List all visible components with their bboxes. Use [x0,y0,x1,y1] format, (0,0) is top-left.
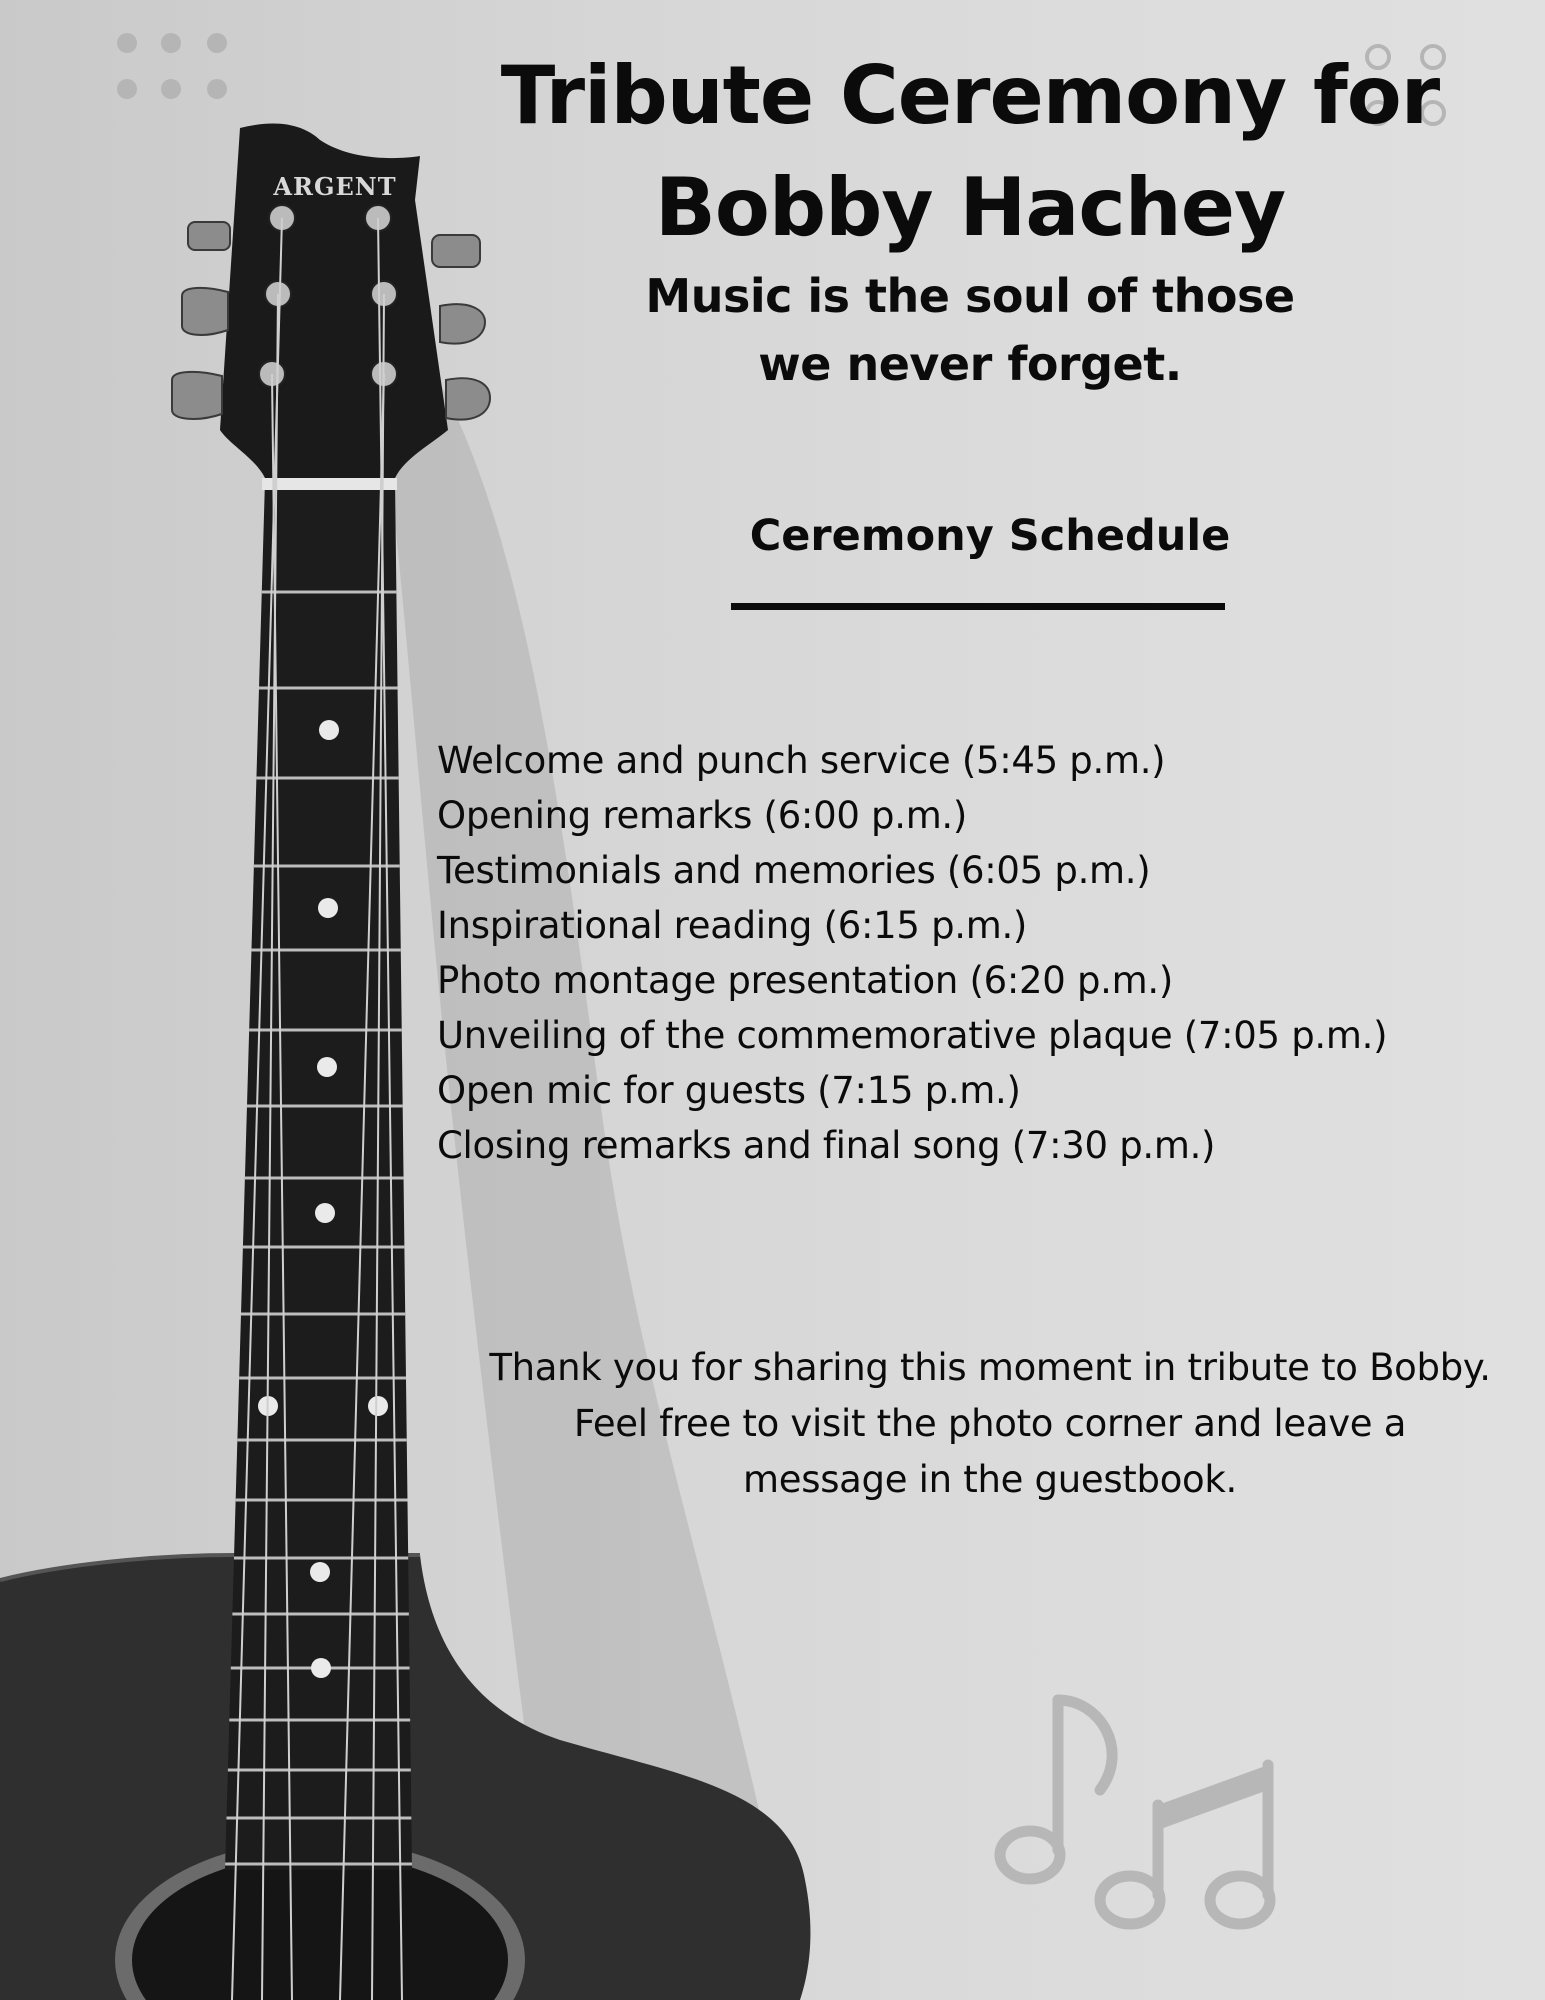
closing-line: Thank you for sharing this moment in tribute to Bobby. [489,1346,1491,1389]
closing-message [440,1340,1540,1508]
schedule-item: Unveiling of the commemorative plaque (7:05 p.m.) [437,1014,1388,1057]
fret-inlay-dot [317,1057,337,1077]
schedule-item: Photo montage presentation (6:20 p.m.) [437,959,1173,1002]
fret-inlay-dot [311,1658,331,1678]
schedule-heading: Ceremony Schedule [749,511,1231,561]
title-line: Tribute Ceremony for [500,49,1440,142]
title-line: Bobby Hachey [654,161,1286,254]
schedule-item: Welcome and punch service (5:45 p.m.) [437,739,1166,782]
schedule-item: Opening remarks (6:00 p.m.) [437,794,968,837]
guitar-brand-logo: ARGENT [273,172,397,201]
closing-line: Feel free to visit the photo corner and leave a [573,1402,1407,1445]
schedule-item: Inspirational reading (6:15 p.m.) [437,904,1028,947]
schedule-item: Testimonials and memories (6:05 p.m.) [437,849,1151,892]
fret-inlay-dot [318,898,338,918]
schedule-item: Open mic for guests (7:15 p.m.) [437,1069,1021,1112]
subtitle [570,262,1370,398]
heading-divider [731,603,1225,610]
fret-inlay-dot [315,1203,335,1223]
schedule-list [437,733,1537,1173]
fret-inlay-dot [368,1396,388,1416]
schedule-item: Closing remarks and final song (7:30 p.m.) [437,1124,1216,1167]
fret-inlay-dot [319,720,339,740]
music-notes-icon [1000,1700,1270,1924]
page-title [470,40,1470,264]
dot-grid-icon [117,33,227,99]
fret-inlay-dot [310,1562,330,1582]
subtitle-line: we never forget. [758,337,1182,391]
subtitle-line: Music is the soul of those [645,269,1295,323]
closing-line: message in the guestbook. [743,1458,1237,1501]
